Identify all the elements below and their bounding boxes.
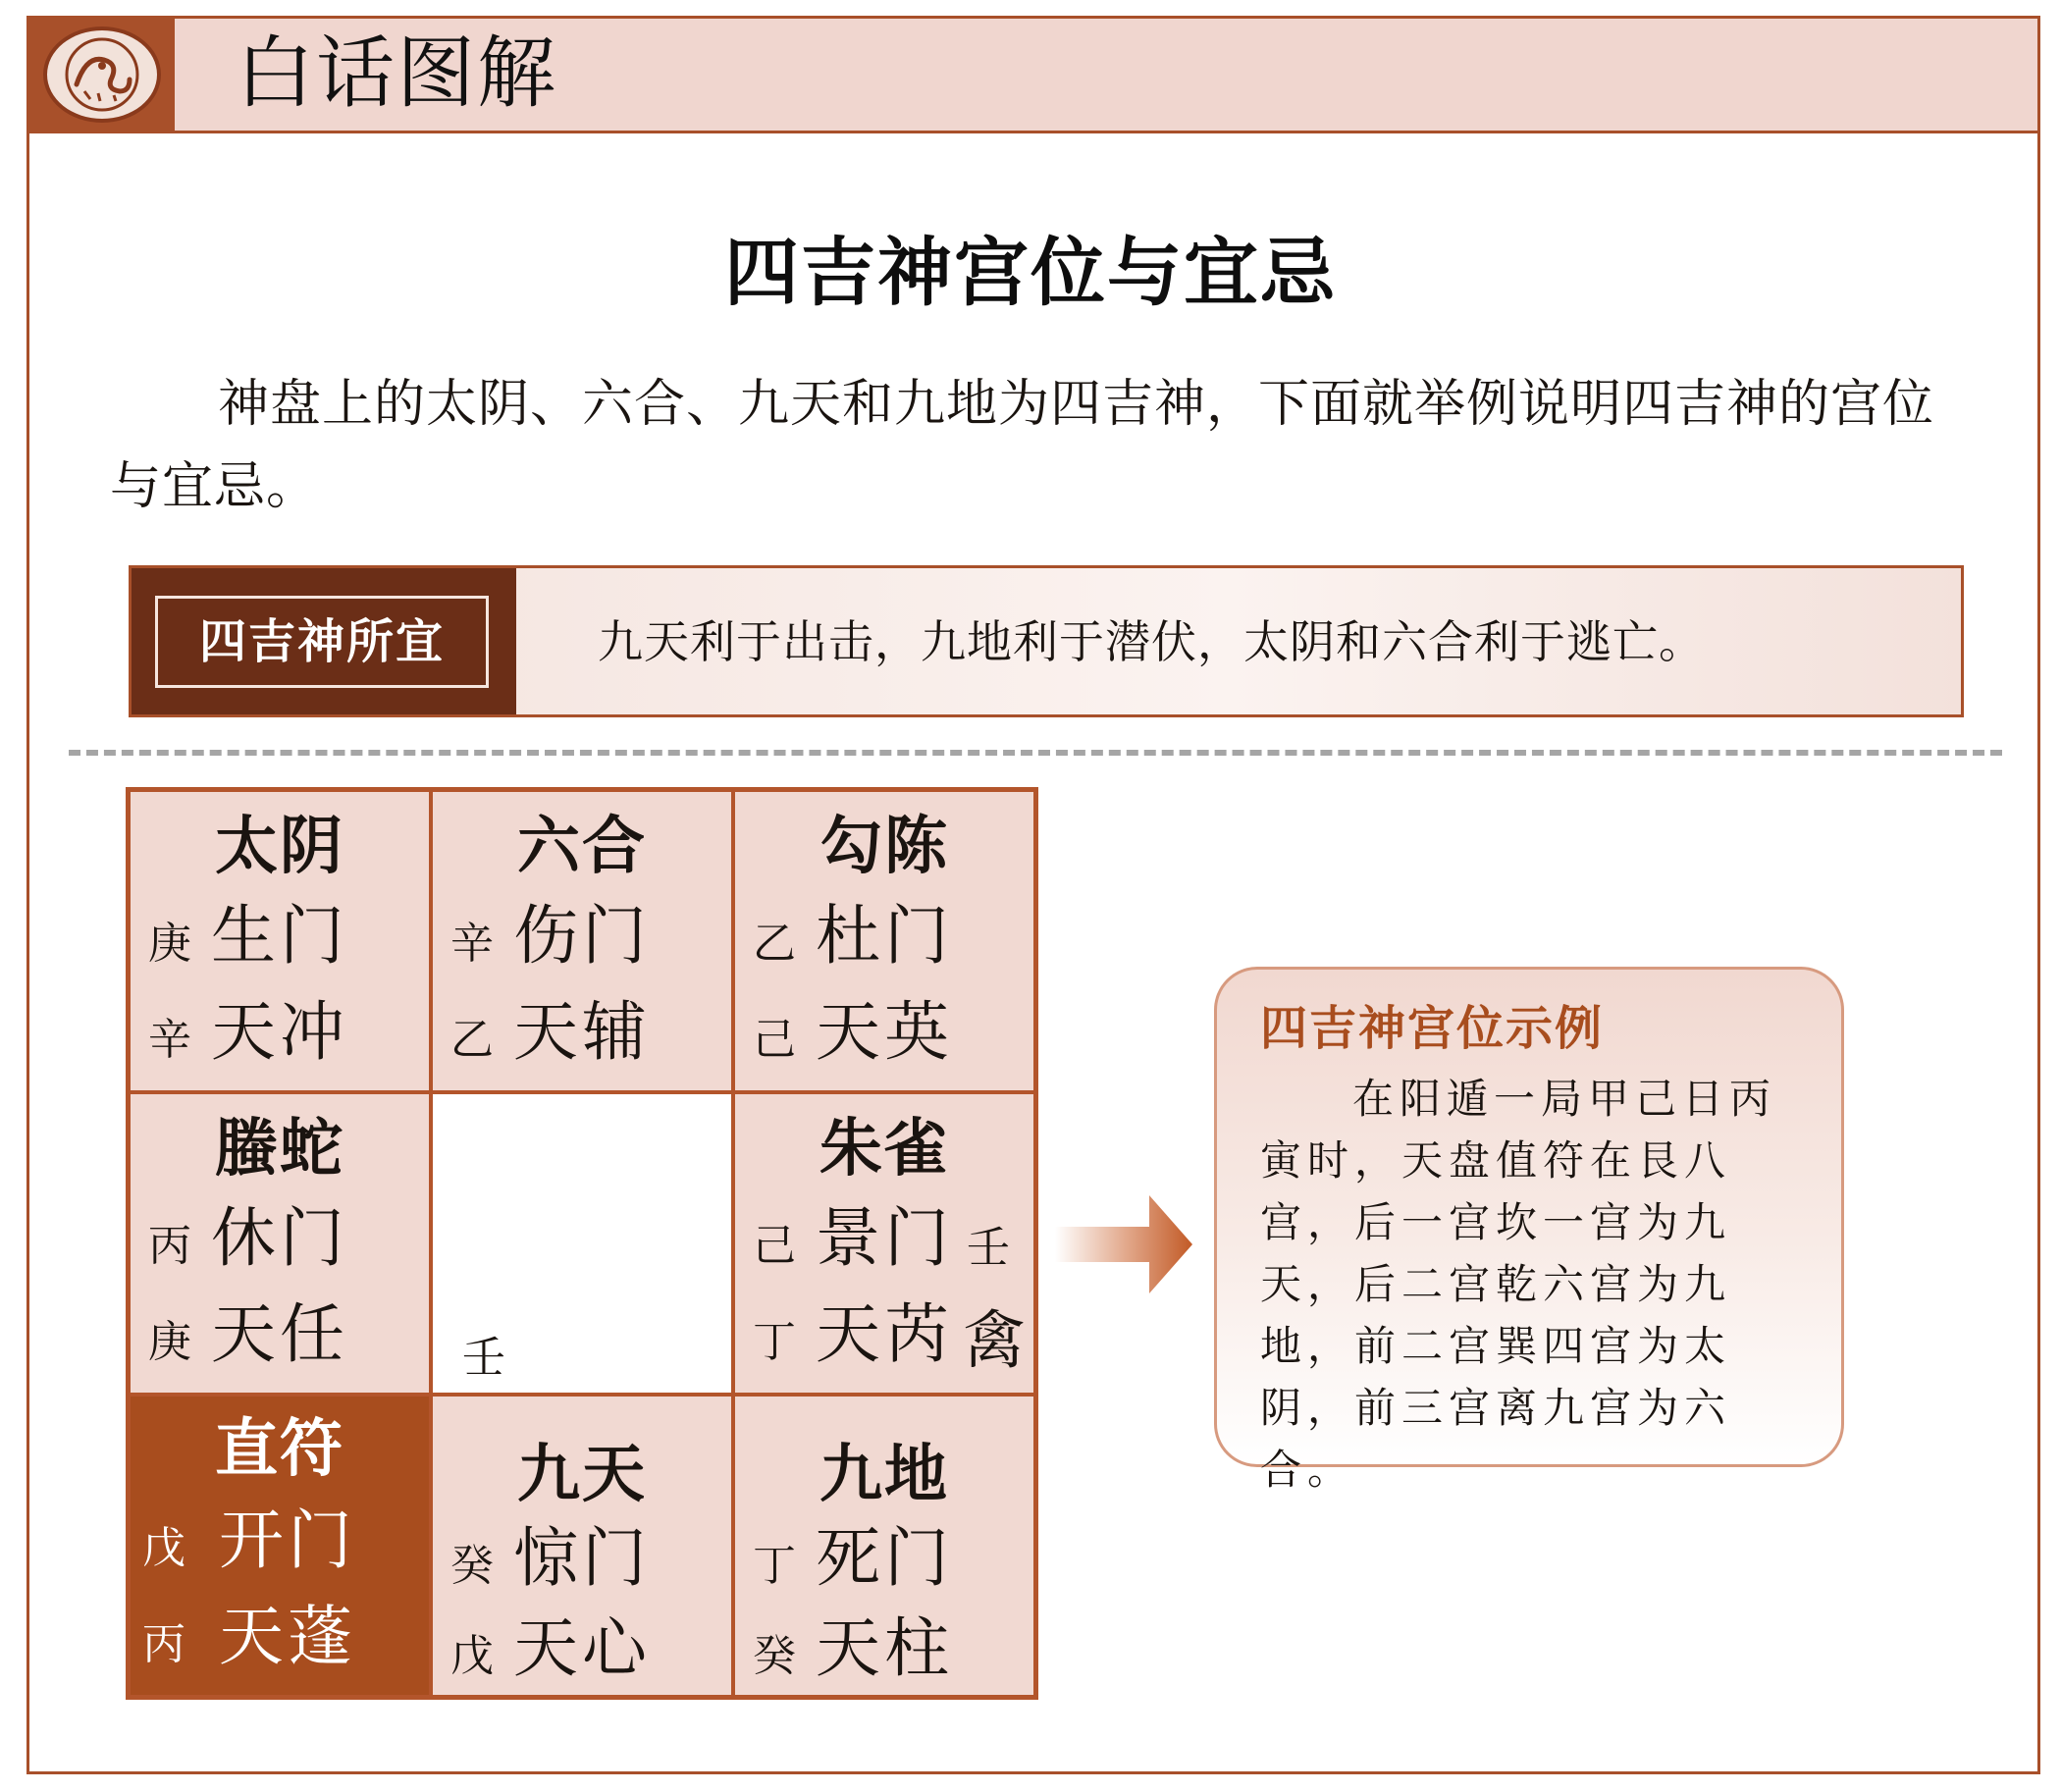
heaven-stem: 己 [753, 1015, 796, 1065]
palace-row [753, 1291, 953, 1387]
palace-star: 天蓬 [219, 1599, 356, 1674]
palace-row [753, 988, 953, 1084]
palace-star: 天冲 [211, 994, 348, 1070]
palace-star: 天任 [211, 1296, 348, 1372]
palace-row [450, 1514, 651, 1610]
palace-door: 杜门 [816, 898, 953, 974]
heaven-stem: 戊 [450, 1631, 494, 1681]
example-title: 四吉神宫位示例 [1260, 1001, 1605, 1056]
palace-god: 九天 [517, 1439, 647, 1511]
palace-god: 勾陈 [819, 811, 949, 883]
palace-door: 惊门 [513, 1520, 651, 1596]
page-title: 四吉神宫位与宜忌 [724, 229, 1337, 316]
palace-god: 朱雀 [819, 1113, 949, 1186]
heaven-stem: 丁 [753, 1541, 796, 1591]
heaven-stem: 丁 [753, 1317, 796, 1367]
palace-grid [126, 787, 1038, 1700]
example-note [1214, 967, 1844, 1494]
palace-god: 螣蛇 [215, 1113, 344, 1186]
palace-door: 生门 [211, 898, 348, 974]
palace-cell-zhuque [733, 1092, 1035, 1395]
palace-row [753, 1514, 953, 1610]
palace-cell-tengshe [129, 1092, 431, 1395]
palace-star: 天辅 [513, 994, 651, 1070]
rule-label: 四吉神所宜 [155, 596, 489, 688]
palace-cell-gouchen [733, 790, 1035, 1092]
palace-cell-zhifu [129, 1395, 431, 1697]
palace-door: 休门 [211, 1200, 348, 1276]
heaven-stem: 乙 [450, 1015, 494, 1065]
palace-row [753, 1194, 953, 1291]
palace-row [148, 1291, 348, 1387]
heaven-stem: 辛 [450, 919, 494, 969]
example-body: 在阳遁一局甲己日丙寅时，天盘值符在艮八宫，后一宫坎一宫为九天，后二宫乾六宫为九地，前二宫巽四宫为太阴，前三宫离九宫为六合。 [1260, 1075, 1777, 1494]
heaven-stem: 丙 [148, 1221, 191, 1271]
palace-cell-center [431, 1092, 733, 1395]
palace-row [142, 1593, 356, 1689]
header-title: 白话图解 [236, 27, 557, 119]
palace-god: 九地 [819, 1439, 949, 1511]
center-stem: 壬 [462, 1333, 505, 1383]
arrow-right-icon [1055, 1195, 1202, 1293]
palace-star: 天柱 [816, 1610, 953, 1686]
heaven-stem: 戊 [142, 1523, 185, 1573]
palace-cell-jiudi [733, 1395, 1035, 1697]
palace-door: 开门 [219, 1502, 356, 1578]
palace-star: 天英 [816, 994, 953, 1070]
heaven-stem: 癸 [450, 1541, 494, 1591]
palace-god: 直符 [215, 1413, 344, 1486]
header-bar [26, 16, 2040, 133]
heaven-stem: 丙 [142, 1619, 185, 1669]
palace-row [148, 1194, 348, 1291]
palace-row [450, 988, 651, 1084]
palace-row [753, 892, 953, 988]
logo-box [29, 19, 175, 131]
palace-star: 天心 [513, 1610, 651, 1686]
heaven-stem: 庚 [148, 919, 191, 969]
palace-door: 景门 [816, 1200, 953, 1276]
palace-door: 伤门 [513, 898, 651, 974]
palace-row [142, 1497, 356, 1593]
palace-extra-star: 禽 [963, 1305, 1026, 1378]
palace-god: 六合 [517, 811, 647, 883]
palace-row [753, 1605, 953, 1701]
palace-god: 太阴 [215, 811, 344, 883]
intro-paragraph: 神盘上的太阴、六合、九天和九地为四吉神，下面就举例说明四吉神的宫位与宜忌。 [110, 375, 1935, 516]
heaven-stem: 癸 [753, 1631, 796, 1681]
rule-label-panel [132, 568, 516, 714]
heaven-stem: 辛 [148, 1015, 191, 1065]
palace-extra-stem: 壬 [967, 1223, 1010, 1273]
palace-cell-liuhe [431, 790, 733, 1092]
palace-cell-taiyin [129, 790, 431, 1092]
heaven-stem: 庚 [148, 1317, 191, 1367]
rule-text: 九天利于出击，九地利于潜伏，太阴和六合利于逃亡。 [598, 615, 1705, 668]
dragon-seal-icon [43, 26, 161, 123]
palace-star: 天芮 [816, 1296, 953, 1372]
heaven-stem: 己 [753, 1221, 796, 1271]
palace-door: 死门 [816, 1520, 953, 1596]
palace-cell-jiutian [431, 1395, 733, 1697]
palace-row [450, 1605, 651, 1701]
dashed-divider [69, 750, 2002, 756]
palace-row [148, 892, 348, 988]
rule-box [129, 565, 1964, 717]
heaven-stem: 乙 [753, 919, 796, 969]
palace-row [148, 988, 348, 1084]
palace-row [450, 892, 651, 988]
